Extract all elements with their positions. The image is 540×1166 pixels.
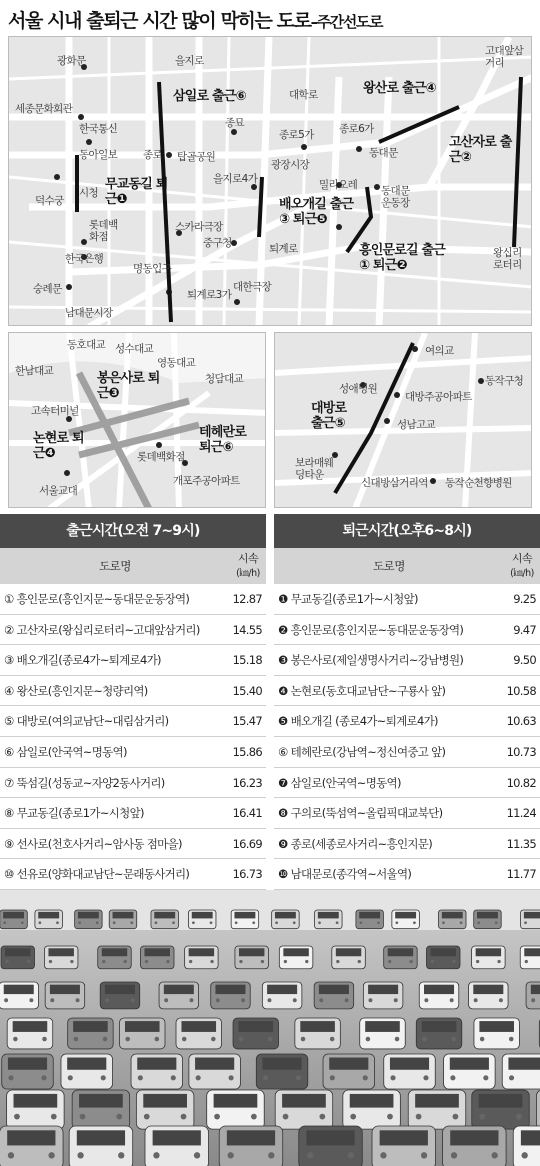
map-label: 롯데백화점 xyxy=(89,219,118,243)
map-label: 한국은행 xyxy=(65,253,104,265)
road-name: ❺ 배오개길 (종로4가~퇴계로4가) xyxy=(278,714,438,729)
car xyxy=(279,946,313,969)
car xyxy=(211,982,251,1009)
road-speed: 10.58 xyxy=(506,683,536,698)
map-label: 대학로 xyxy=(289,89,318,101)
car xyxy=(2,1054,54,1089)
car xyxy=(44,946,78,969)
road-name: ❹ 논현로(동호대교남단~구룡사 앞) xyxy=(278,683,446,698)
road-speed: 15.18 xyxy=(232,653,262,668)
car xyxy=(120,1018,166,1049)
map-label: 한남대교 xyxy=(15,365,54,377)
road-name: ③ 배오개길(종로4가~퇴계로4가) xyxy=(4,653,161,668)
map-label: 종로 xyxy=(143,149,163,161)
map-label: 성애병원 xyxy=(339,383,378,395)
road-speed: 15.40 xyxy=(232,683,262,698)
map-label: 여의교 xyxy=(425,345,454,357)
map-label: 서울교대 xyxy=(39,485,78,497)
evening-col-speed: 시속 (㎞/h) xyxy=(504,548,540,584)
table-row xyxy=(274,706,540,737)
map-label: 신대방삼거리역 xyxy=(361,477,428,489)
morning-header: 출근시간(오전 7~9시) xyxy=(0,514,266,548)
car xyxy=(443,1126,507,1166)
car xyxy=(332,946,366,969)
car xyxy=(151,910,179,929)
table-row xyxy=(274,829,540,860)
car xyxy=(299,1126,363,1166)
map-gangnam xyxy=(8,332,266,508)
car xyxy=(356,910,384,929)
car xyxy=(472,946,506,969)
road-label: 왕산로 출근④ xyxy=(363,81,436,96)
map-label: 퇴계로 xyxy=(269,243,298,255)
map-label: 광장시장 xyxy=(271,159,310,171)
table-row xyxy=(0,615,266,646)
car xyxy=(131,1054,183,1089)
road-name: ❽ 구의로(뚝섬역~올림픽대교북단) xyxy=(278,806,443,821)
car xyxy=(314,982,354,1009)
car xyxy=(7,1018,53,1049)
map-label: 개포주공아파트 xyxy=(173,475,240,487)
car xyxy=(145,1126,209,1166)
map-label: 스카라극장 xyxy=(175,221,223,233)
traffic-photo-illustration xyxy=(0,890,540,1166)
car xyxy=(360,1018,406,1049)
map-label: 롯데백화점 xyxy=(137,451,185,463)
table-row xyxy=(0,645,266,676)
road-name: ⑥ 테헤란로(강남역~정신여중고 앞) xyxy=(278,745,446,759)
car xyxy=(136,1090,194,1129)
car xyxy=(416,1018,462,1049)
map-label: 세종문화회관 xyxy=(15,103,73,115)
car xyxy=(426,946,460,969)
map-label: 동호대교 xyxy=(67,339,106,351)
road-name: ❸ 봉은사로(제일생명사거리~강남병원) xyxy=(278,653,464,668)
car xyxy=(35,910,63,929)
car xyxy=(474,910,502,929)
table-row xyxy=(0,676,266,707)
table-row xyxy=(274,615,540,646)
car xyxy=(185,946,219,969)
car xyxy=(439,910,467,929)
road-label: 봉은사로 퇴근❸ xyxy=(97,371,160,401)
map-label: 보라매웨딩타운 xyxy=(295,457,334,481)
road-name: ⑥ 삼일로(안국역~명동역) xyxy=(4,745,127,759)
map-label: 명동입구 xyxy=(133,263,172,275)
road-name: ④ 왕산로(흥인지문~청량리역) xyxy=(4,683,148,698)
table-row xyxy=(0,798,266,829)
congestion-table xyxy=(0,514,540,890)
map-downtown xyxy=(8,36,532,326)
road-label: 흥인문로길 출근① 퇴근❷ xyxy=(359,243,446,273)
car xyxy=(275,1090,333,1129)
car xyxy=(188,910,216,929)
map-label: 종묘 xyxy=(225,117,245,129)
road-speed: 10.82 xyxy=(506,775,536,790)
car xyxy=(444,1054,496,1089)
road-speed: 16.41 xyxy=(232,806,262,821)
road-name: ❾ 종로(세종로사거리~흥인지문) xyxy=(278,836,432,851)
map-label: 동대문운동장 xyxy=(381,185,410,209)
map-label: 영동대교 xyxy=(157,357,196,369)
car xyxy=(72,1090,129,1129)
map-label: 을지로 xyxy=(175,55,204,67)
traffic-photo xyxy=(0,890,540,1166)
car xyxy=(472,1090,530,1129)
table-row xyxy=(274,798,540,829)
table-row xyxy=(0,706,266,737)
car xyxy=(469,982,509,1009)
map-label: 성남고교 xyxy=(397,419,436,431)
car xyxy=(207,1090,265,1129)
map-label: 숭례문 xyxy=(33,283,62,295)
road-name: ⑦ 뚝섬길(성동교~자양2동사거리) xyxy=(4,775,165,790)
car xyxy=(272,910,300,929)
table-row xyxy=(0,829,266,860)
car xyxy=(323,1054,375,1089)
road-label: 대방로 출근⑤ xyxy=(311,401,347,431)
car xyxy=(189,1054,241,1089)
road-label: 배오개길 출근③ 퇴근❺ xyxy=(279,197,354,227)
road-speed: 16.69 xyxy=(232,836,262,851)
car xyxy=(295,1018,341,1049)
road-speed: 12.87 xyxy=(232,592,262,606)
table-row xyxy=(274,737,540,768)
car xyxy=(7,1090,64,1129)
road-speed: 10.63 xyxy=(506,714,536,729)
table-row xyxy=(274,676,540,707)
car xyxy=(0,982,39,1009)
car xyxy=(536,1090,540,1129)
car xyxy=(100,982,140,1009)
road-name: ⑤ 대방로(여의교남단~대림삼거리) xyxy=(4,714,169,729)
road-name: ❷ 흥인문로(흥인지문~동대문운동장역) xyxy=(278,622,464,637)
map-daebang xyxy=(274,332,532,508)
car xyxy=(45,982,85,1009)
car xyxy=(392,910,420,929)
morning-col-name: 도로명 xyxy=(0,548,230,584)
table-row xyxy=(0,859,266,890)
title-main: 서울 시내 출퇴근 시간 많이 막히는 도로 xyxy=(8,10,311,32)
car xyxy=(61,1054,112,1089)
car xyxy=(262,982,302,1009)
road-speed: 9.25 xyxy=(513,592,536,606)
map-label: 중구청 xyxy=(203,237,232,249)
table-row xyxy=(0,768,266,799)
car xyxy=(363,982,403,1009)
road-name: ❿ 남대문로(종각역~서울역) xyxy=(278,867,412,882)
car xyxy=(0,1126,63,1166)
car xyxy=(69,1126,133,1166)
road-label: 논현로 퇴근❹ xyxy=(33,431,84,461)
map-label: 동작순천향병원 xyxy=(445,477,512,489)
car xyxy=(1,946,35,969)
map-label: 청담대교 xyxy=(205,373,244,385)
road-speed: 14.55 xyxy=(232,622,262,637)
road-label: 삼일로 출근⑥ xyxy=(173,89,246,104)
road-name: ⑩ 선유로(양화대교남단~문래동사거리) xyxy=(4,867,190,882)
title-sub: –주간선도로 xyxy=(310,13,383,31)
map-label: 성수대교 xyxy=(115,343,154,355)
map-label: 고대앞삼거리 xyxy=(485,45,524,69)
table-row xyxy=(0,737,266,768)
route-gosanja xyxy=(514,77,521,247)
road-speed: 9.50 xyxy=(513,653,536,668)
evening-col-name: 도로명 xyxy=(274,548,504,584)
map-label: 동작구청 xyxy=(485,375,524,387)
car xyxy=(231,910,258,929)
road-name: ❼ 삼일로(안국역~명동역) xyxy=(278,775,401,790)
evening-header: 퇴근시간(오후6~8시) xyxy=(274,514,540,548)
map-label: 동아일보 xyxy=(79,149,118,161)
map-label: 탑골공원 xyxy=(177,151,216,163)
map-label: 왕십리로터리 xyxy=(493,247,522,271)
map-label: 남대문시장 xyxy=(65,307,113,319)
road-speed: 11.24 xyxy=(506,806,536,821)
road-label: 무교동길 퇴근❶ xyxy=(105,177,168,207)
car xyxy=(109,910,137,929)
map-label: 종로5가 xyxy=(279,129,314,141)
table-row xyxy=(274,859,540,890)
table-row xyxy=(274,584,540,615)
road-speed: 15.86 xyxy=(232,745,262,759)
map-label: 고속터미널 xyxy=(31,405,79,417)
map-label: 을지로4가 xyxy=(213,173,258,185)
car xyxy=(235,946,268,969)
road-speed: 9.47 xyxy=(513,622,536,637)
road-speed: 11.35 xyxy=(506,836,536,851)
car xyxy=(140,946,174,969)
car xyxy=(384,1054,436,1089)
car xyxy=(520,946,540,969)
morning-col-speed: 시속 (㎞/h) xyxy=(230,548,266,584)
map-label: 대방주공아파트 xyxy=(405,391,472,403)
road-name: ⑧ 무교동길(종로1가~시청앞) xyxy=(4,806,144,821)
table-row xyxy=(274,645,540,676)
map-label: 동대문 xyxy=(369,147,398,159)
road-name: ② 고산자로(왕십리로터리~고대앞삼거리) xyxy=(4,622,200,637)
car xyxy=(75,910,103,929)
car xyxy=(176,1018,222,1049)
map-label: 시청 xyxy=(79,187,99,199)
map-label: 대한극장 xyxy=(233,281,272,293)
car xyxy=(0,910,27,929)
car xyxy=(474,1018,520,1049)
car xyxy=(419,982,459,1009)
road-name: ❶ 무교동길(종로1가~시청앞) xyxy=(278,592,418,606)
road-label: 테헤란로 퇴근⑥ xyxy=(199,425,247,455)
road-label: 고산자로 출근② xyxy=(449,135,512,165)
car xyxy=(159,982,199,1009)
table-row xyxy=(274,768,540,799)
map-label: 퇴계로3가 xyxy=(187,289,232,301)
map-label: 광화문 xyxy=(57,55,86,67)
car xyxy=(68,1018,114,1049)
car xyxy=(233,1018,279,1049)
car xyxy=(98,946,132,969)
car xyxy=(315,910,343,929)
road-speed: 16.23 xyxy=(232,775,262,790)
table-row xyxy=(0,584,266,615)
page-title xyxy=(8,6,532,32)
road-speed: 16.73 xyxy=(232,867,262,882)
car xyxy=(502,1054,540,1089)
car xyxy=(384,946,418,969)
car xyxy=(408,1090,466,1129)
car xyxy=(372,1126,436,1166)
map-label: 종로6가 xyxy=(339,123,374,135)
car xyxy=(219,1126,283,1166)
road-name: ⑨ 선사로(천호사거리~암사동 점마을) xyxy=(4,836,182,851)
road-speed: 11.77 xyxy=(506,867,536,882)
car xyxy=(513,1126,540,1166)
car xyxy=(256,1054,308,1089)
road-speed: 10.73 xyxy=(506,745,536,759)
car xyxy=(343,1090,401,1129)
map-label: 한국통신 xyxy=(79,123,118,135)
car xyxy=(521,910,540,929)
car xyxy=(526,982,540,1009)
map-label: 밀리오레 xyxy=(319,179,358,191)
road-name: ① 흥인문로(흥인지문~동대문운동장역) xyxy=(4,592,190,606)
road-speed: 15.47 xyxy=(232,714,262,729)
map-label: 덕수궁 xyxy=(35,195,64,207)
